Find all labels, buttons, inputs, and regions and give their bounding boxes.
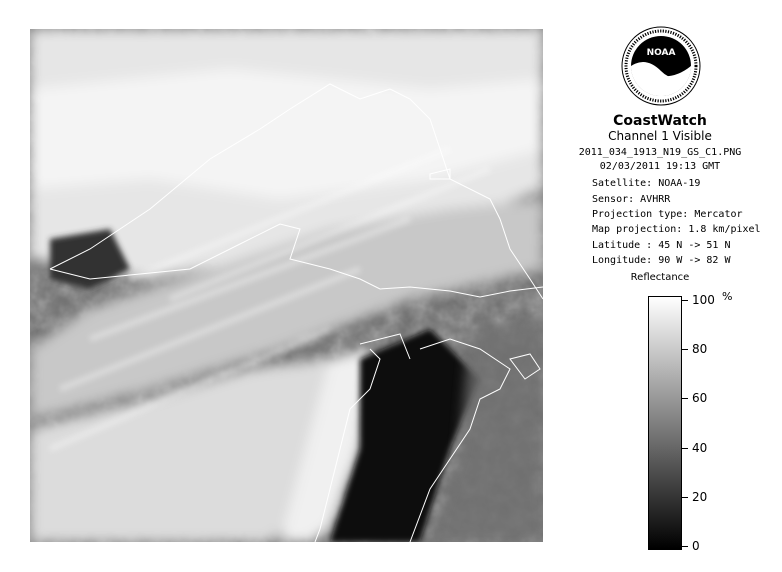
tick-mark: [682, 448, 688, 449]
filename-text: 2011_034_1913_N19_GS_C1.PNG: [578, 147, 742, 158]
projection-type-text: Projection type: Mercator: [592, 209, 743, 220]
tick-label-100: 100: [692, 293, 715, 307]
map-projection-text: Map projection: 1.8 km/pixel: [592, 224, 761, 235]
sensor-text: Sensor: AVHRR: [592, 194, 671, 205]
noaa-logo: [621, 26, 701, 106]
tick-label-60: 60: [692, 391, 708, 405]
tick-mark: [682, 546, 688, 547]
logo-text: NOAA: [646, 48, 676, 58]
tick-label-80: 80: [692, 342, 708, 356]
legend-title: Reflectance: [630, 272, 690, 283]
tick-mark: [682, 398, 688, 399]
latitude-text: Latitude : 45 N -> 51 N: [592, 240, 731, 251]
reflectance-colorbar: [648, 296, 682, 550]
satellite-text: Satellite: NOAA-19: [592, 178, 701, 189]
datetime-text: 02/03/2011 19:13 GMT: [599, 161, 721, 172]
tick-label-20: 20: [692, 490, 708, 504]
satellite-image: [30, 29, 543, 542]
channel-label: Channel 1 Visible: [608, 129, 712, 143]
brand-title: CoastWatch: [613, 113, 707, 129]
tick-mark: [682, 349, 688, 350]
tick-label-40: 40: [692, 441, 708, 455]
tick-mark: [682, 497, 688, 498]
tick-label-0: 0: [692, 539, 700, 553]
legend-unit: %: [722, 290, 733, 303]
longitude-text: Longitude: 90 W -> 82 W: [592, 255, 731, 266]
tick-mark: [682, 300, 688, 301]
